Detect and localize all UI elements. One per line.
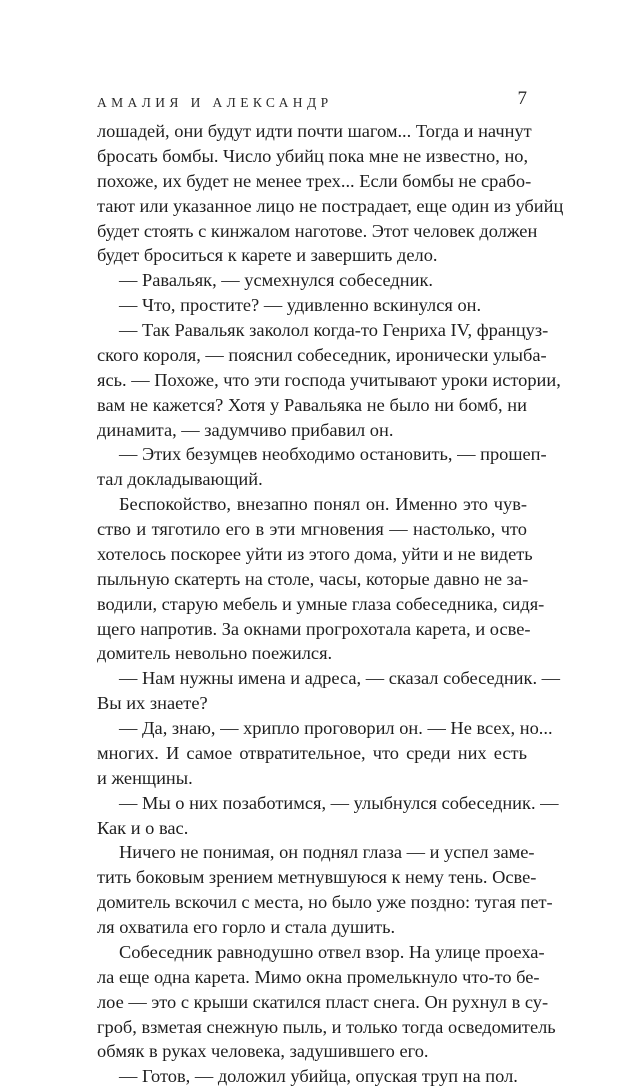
text-line: — Этих безумцев необходимо остановить, — прошеп- (119, 444, 547, 465)
text-line: — Равальяк, — усмехнулся собеседник. (119, 270, 433, 291)
body-text (97, 119, 564, 1089)
text-line: — Готов, — доложил убийца, опуская труп на пол. (119, 1066, 518, 1087)
text-line: щего напротив. За окнами прогрохотала карета, и осве- (97, 618, 531, 639)
text-line: ство и тяготило его в эти мгновения — настолько, что (97, 519, 527, 539)
text-line: гроб, взметая снежную пыль, и только тогда осведомитель (97, 1016, 556, 1037)
text-line: пыльную скатерть на столе, часы, которые давно не за- (97, 568, 529, 589)
text-line: — Да, знаю, — хрипло проговорил он. — Не всех, но... (119, 718, 553, 738)
text-line: лошадей, они будут идти почти шагом... Тогда и начнут (97, 121, 532, 141)
text-line: тают или указанное лицо не пострадает, еще один из убийц (97, 195, 564, 216)
text-line: Беспокойство, внезапно понял он. Именно это чув- (119, 494, 527, 515)
text-line: хотелось поскорее уйти из этого дома, уйти и не видеть (97, 543, 533, 564)
text-line: будет стоять с кинжалом наготове. Этот человек должен (97, 220, 538, 241)
text-line: ля охватила его горло и стала душить. (97, 917, 396, 937)
text-line: Вы их знаете? (97, 693, 208, 714)
text-line: обмяк в руках человека, задушившего его. (97, 1041, 429, 1062)
text-line: домитель вскочил с места, но было уже поздно: тугая пет- (97, 892, 553, 913)
text-line: будет броситься к карете и завершить дело. (97, 245, 438, 266)
text-line: — Нам нужны имена и адреса, — сказал собеседник. — (119, 668, 561, 689)
text-line: водили, старую мебель и умные глаза собеседника, сидя- (97, 593, 545, 614)
text-line: вам не кажется? Хотя у Равальяка не было ни бомб, ни (97, 394, 527, 415)
text-line: похоже, их будет не менее трех... Если бомбы не срабо- (97, 170, 532, 191)
text-line: Как и о вас. (97, 817, 189, 838)
text-line: — Мы о них позаботимся, — улыбнулся собеседник. — (119, 792, 559, 813)
text-line: многих. И самое отвратительное, что среди них есть (97, 742, 527, 763)
text-line: — Что, простите? — удивленно вскинулся он. (119, 295, 482, 316)
text-line: Ничего не понимая, он поднял глаза — и успел заме- (119, 842, 535, 863)
text-line: ского короля, — пояснил собеседник, иронически улыба- (97, 344, 547, 365)
text-line: и женщины. (97, 767, 193, 788)
text-line: ла еще одна карета. Мимо окна промелькнуло что-то бе- (97, 966, 540, 987)
text-line: Собеседник равнодушно отвел взор. На улице проеха- (119, 941, 545, 962)
text-line: лое — это с крыши скатился пласт снега. Он рухнул в су- (97, 991, 549, 1012)
text-line: ясь. — Похоже, что эти господа учитывают уроки истории, (97, 369, 561, 390)
text-line: тал докладывающий. (97, 469, 263, 490)
text-line: — Так Равальяк заколол когда-то Генриха IV, француз- (119, 320, 549, 340)
text-line: динамита, — задумчиво прибавил он. (97, 419, 394, 440)
page-number: 7 (517, 88, 527, 109)
running-title: АМАЛИЯ И АЛЕКСАНДР (97, 95, 333, 110)
text-line: тить боковым зрением метнувшуюся к нему тень. Осве- (97, 867, 537, 888)
text-line: домитель невольно поежился. (97, 643, 333, 664)
text-line: бросать бомбы. Число убийц пока мне не известно, но, (97, 145, 529, 166)
